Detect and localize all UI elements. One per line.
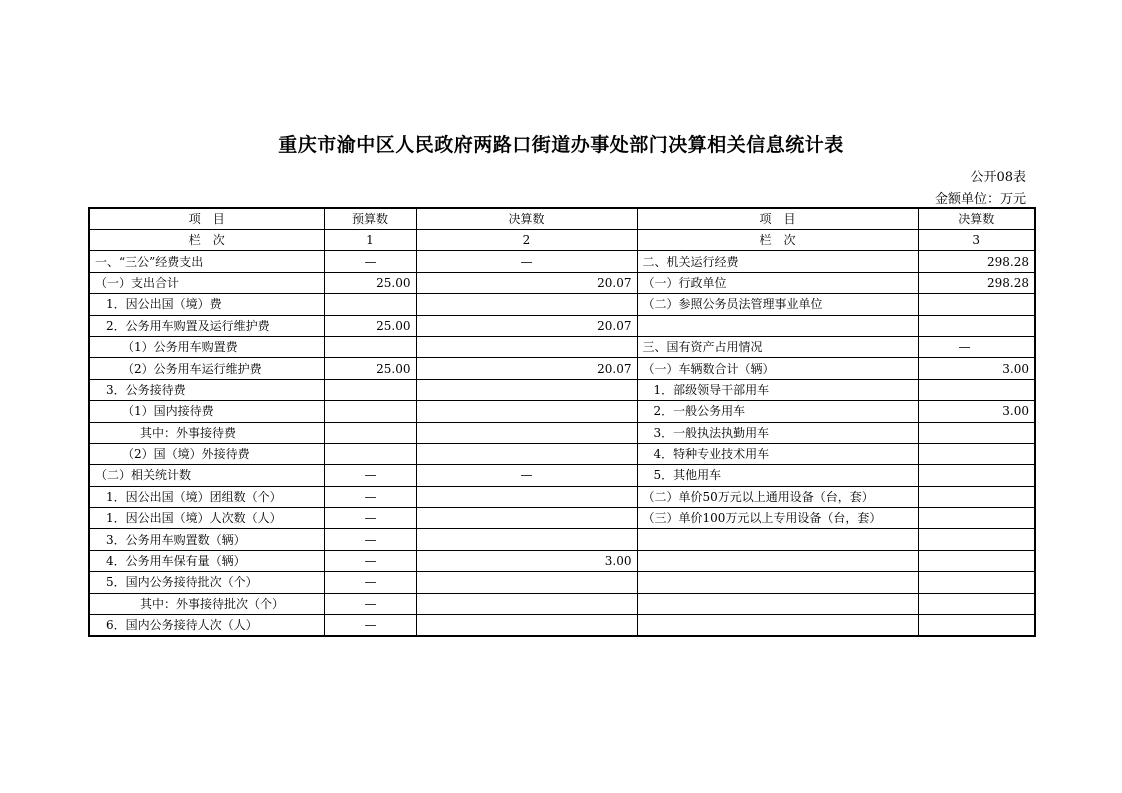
row-right-value	[918, 294, 1035, 315]
row-item-left: 3．公务接待费	[89, 379, 324, 400]
header-final: 决算数	[416, 208, 637, 230]
row-item-right: 2．一般公务用车	[637, 401, 918, 422]
row-budget-value: —	[324, 465, 416, 486]
column-2: 2	[416, 230, 637, 251]
row-final-value	[416, 401, 637, 422]
table-row	[89, 422, 1035, 443]
row-right-value: 3.00	[918, 358, 1035, 379]
row-item-right: （一）行政单位	[637, 272, 918, 293]
row-item-left: （一）支出合计	[89, 272, 324, 293]
row-right-value	[918, 615, 1035, 637]
row-budget-value: —	[324, 529, 416, 550]
row-final-value	[416, 593, 637, 614]
header-row	[89, 208, 1035, 230]
row-item-right: 4．特种专业技术用车	[637, 443, 918, 464]
table-row	[89, 251, 1035, 272]
row-right-value: —	[918, 336, 1035, 357]
table-row	[89, 401, 1035, 422]
row-final-value: —	[416, 251, 637, 272]
row-item-left: 5．国内公务接待批次（个）	[89, 572, 324, 593]
row-item-right: 5．其他用车	[637, 465, 918, 486]
row-item-left: 一、“三公”经费支出	[89, 251, 324, 272]
table-row	[89, 486, 1035, 507]
column-label: 栏 次	[89, 230, 324, 251]
row-item-left: （2）国（境）外接待费	[89, 443, 324, 464]
row-right-value	[918, 315, 1035, 336]
table-row	[89, 465, 1035, 486]
row-right-value	[918, 508, 1035, 529]
table-row	[89, 593, 1035, 614]
table-row	[89, 508, 1035, 529]
row-item-right	[637, 572, 918, 593]
row-right-value: 3.00	[918, 401, 1035, 422]
row-item-left: 2．公务用车购置及运行维护费	[89, 315, 324, 336]
table-row	[89, 615, 1035, 637]
row-right-value: 298.28	[918, 272, 1035, 293]
row-final-value	[416, 508, 637, 529]
row-budget-value: —	[324, 508, 416, 529]
row-budget-value: 25.00	[324, 358, 416, 379]
column-1: 1	[324, 230, 416, 251]
row-final-value	[416, 486, 637, 507]
row-item-right	[637, 550, 918, 571]
row-budget-value: —	[324, 251, 416, 272]
form-number: 公开08表	[970, 170, 1026, 185]
row-right-value	[918, 572, 1035, 593]
row-final-value	[416, 443, 637, 464]
row-item-right: （一）车辆数合计（辆）	[637, 358, 918, 379]
row-right-value	[918, 550, 1035, 571]
table-row	[89, 336, 1035, 357]
row-budget-value	[324, 294, 416, 315]
row-item-left: 1．因公出国（境）人次数（人）	[89, 508, 324, 529]
row-budget-value: 25.00	[324, 272, 416, 293]
row-item-left: （1）国内接待费	[89, 401, 324, 422]
row-item-right: （三）单价100万元以上专用设备（台，套）	[637, 508, 918, 529]
header-budget: 预算数	[324, 208, 416, 230]
table-row	[89, 379, 1035, 400]
row-item-right	[637, 615, 918, 637]
row-final-value	[416, 572, 637, 593]
row-right-value	[918, 593, 1035, 614]
row-item-left: 6．国内公务接待人次（人）	[89, 615, 324, 637]
row-final-value: —	[416, 465, 637, 486]
row-budget-value	[324, 379, 416, 400]
row-item-left: 其中：外事接待批次（个）	[89, 593, 324, 614]
row-final-value: 20.07	[416, 272, 637, 293]
row-final-value	[416, 615, 637, 637]
row-item-right: 1．部级领导干部用车	[637, 379, 918, 400]
row-right-value	[918, 465, 1035, 486]
amount-unit: 金额单位：万元	[934, 192, 1026, 207]
row-item-left: （2）公务用车运行维护费	[89, 358, 324, 379]
row-right-value	[918, 486, 1035, 507]
row-item-left: 3．公务用车购置数（辆）	[89, 529, 324, 550]
row-budget-value	[324, 336, 416, 357]
row-item-right: 二、机关运行经费	[637, 251, 918, 272]
row-final-value	[416, 336, 637, 357]
row-budget-value	[324, 443, 416, 464]
row-item-right: （二）参照公务员法管理事业单位	[637, 294, 918, 315]
row-final-value: 20.07	[416, 315, 637, 336]
table-row	[89, 550, 1035, 571]
row-item-left: 4．公务用车保有量（辆）	[89, 550, 324, 571]
page-title: 重庆市渝中区人民政府两路口街道办事处部门决算相关信息统计表	[278, 134, 844, 156]
header-final-right: 决算数	[918, 208, 1035, 230]
row-right-value	[918, 443, 1035, 464]
header-item-right: 项 目	[637, 208, 918, 230]
row-budget-value: 25.00	[324, 315, 416, 336]
row-budget-value	[324, 401, 416, 422]
column-label-right: 栏 次	[637, 230, 918, 251]
row-budget-value: —	[324, 572, 416, 593]
row-final-value: 20.07	[416, 358, 637, 379]
row-budget-value: —	[324, 550, 416, 571]
row-final-value	[416, 294, 637, 315]
row-item-left: 1．因公出国（境）费	[89, 294, 324, 315]
row-item-right	[637, 529, 918, 550]
table-row	[89, 294, 1035, 315]
row-budget-value: —	[324, 593, 416, 614]
row-item-right: （二）单价50万元以上通用设备（台，套）	[637, 486, 918, 507]
row-item-left: （1）公务用车购置费	[89, 336, 324, 357]
row-final-value	[416, 529, 637, 550]
row-final-value	[416, 422, 637, 443]
table-row	[89, 272, 1035, 293]
row-item-right: 3．一般执法执勤用车	[637, 422, 918, 443]
row-item-right	[637, 593, 918, 614]
row-item-left: （二）相关统计数	[89, 465, 324, 486]
column-3: 3	[918, 230, 1035, 251]
table-row	[89, 529, 1035, 550]
row-item-right: 三、国有资产占用情况	[637, 336, 918, 357]
row-right-value	[918, 422, 1035, 443]
row-right-value	[918, 529, 1035, 550]
table-row	[89, 358, 1035, 379]
row-right-value: 298.28	[918, 251, 1035, 272]
row-item-left: 其中：外事接待费	[89, 422, 324, 443]
row-budget-value: —	[324, 486, 416, 507]
column-index-row	[89, 230, 1035, 251]
row-right-value	[918, 379, 1035, 400]
row-final-value	[416, 379, 637, 400]
row-item-right	[637, 315, 918, 336]
row-budget-value	[324, 422, 416, 443]
row-final-value: 3.00	[416, 550, 637, 571]
table-row	[89, 572, 1035, 593]
row-budget-value: —	[324, 615, 416, 637]
statistics-table	[88, 207, 1036, 637]
table-row	[89, 443, 1035, 464]
table-row	[89, 315, 1035, 336]
row-item-left: 1．因公出国（境）团组数（个）	[89, 486, 324, 507]
header-item: 项 目	[89, 208, 324, 230]
